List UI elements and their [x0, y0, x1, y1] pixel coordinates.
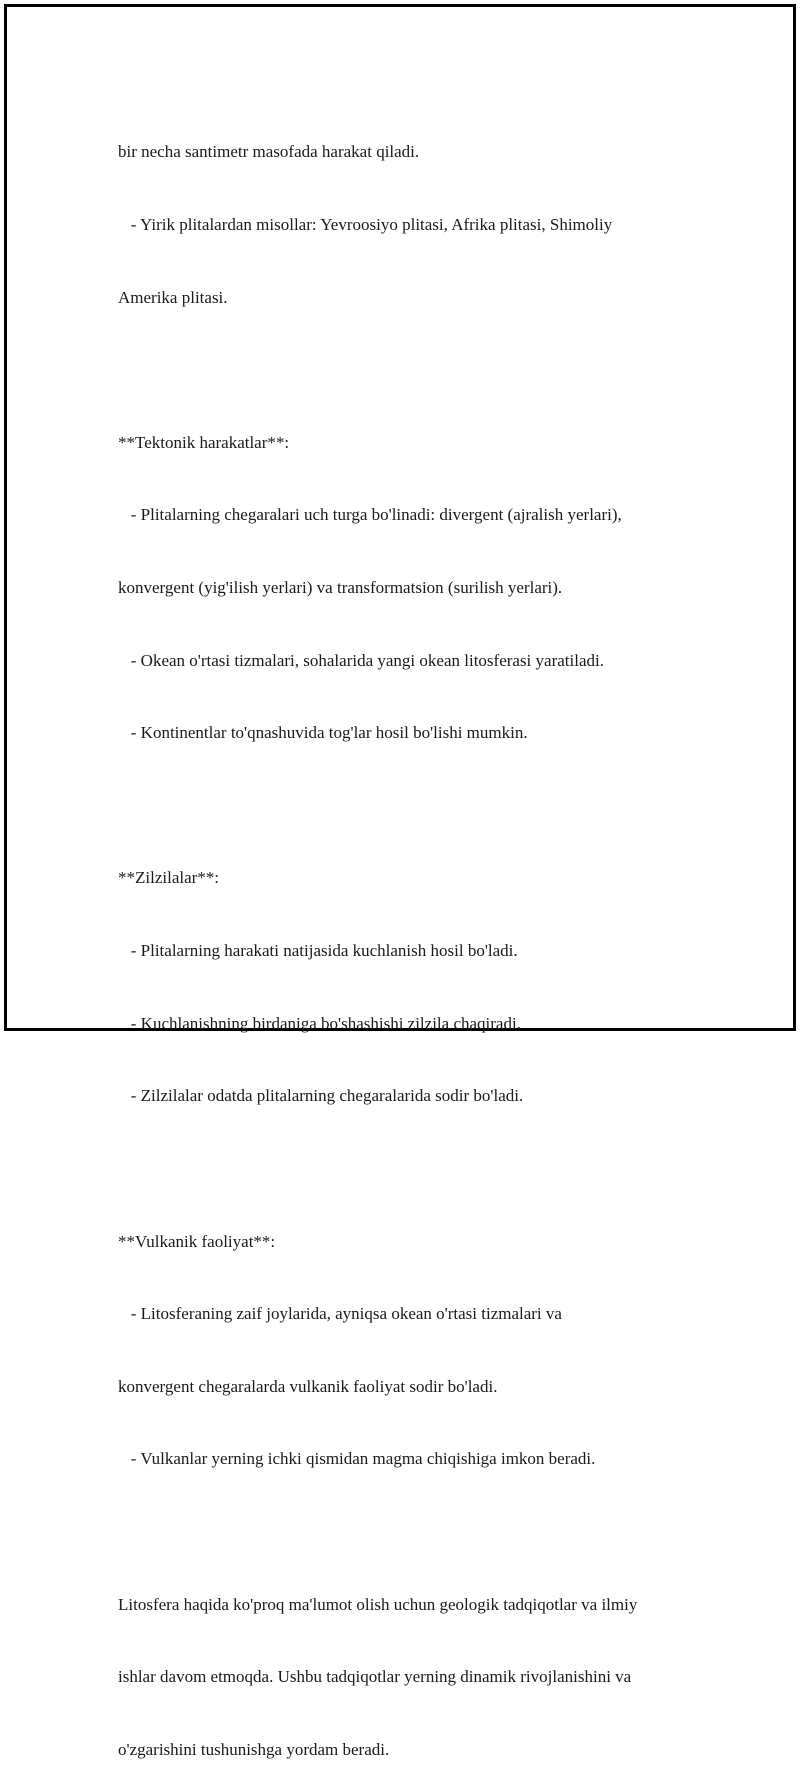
blank-line: [118, 1157, 718, 1181]
text-line: - Plitalarning chegaralari uch turga bo'linadi: divergent (ajralish yerlari),: [118, 505, 622, 525]
text-line: bir necha santimetr masofada harakat qiladi.: [118, 142, 420, 162]
blank-line: [118, 358, 718, 382]
text-line: - Kontinentlar to'qnashuvida tog'lar hosil bo'lishi mumkin.: [118, 723, 528, 743]
blank-line: [118, 794, 718, 818]
section-heading: **Tektonik harakatlar**:: [118, 432, 290, 452]
text-line: - Plitalarning harakati natijasida kuchlanish hosil bo'ladi.: [118, 941, 518, 961]
text-line: ishlar davom etmoqda. Ushbu tadqiqotlar yerning dinamik rivojlanishini va: [118, 1667, 632, 1687]
text-line: Litosfera haqida ko'proq ma'lumot olish uchun geologik tadqiqotlar va ilmiy: [118, 1594, 638, 1614]
text-line: - Okean o'rtasi tizmalari, sohalarida yangi okean litosferasi yaratiladi.: [118, 650, 604, 670]
text-line: o'zgarishini tushunishga yordam beradi.: [118, 1739, 390, 1759]
text-line: - Yirik plitalardan misollar: Yevroosiyo plitasi, Afrika plitasi, Shimoliy: [118, 215, 613, 235]
text-line: - Zilzilalar odatda plitalarning chegaralarida sodir bo'ladi.: [118, 1086, 524, 1106]
section-heading: **Vulkanik faoliyat**:: [118, 1231, 276, 1251]
document-body: [118, 92, 718, 1786]
text-line: - Vulkanlar yerning ichki qismidan magma chiqishiga imkon beradi.: [118, 1449, 596, 1469]
text-line: - Kuchlanishning birdaniga bo'shashishi zilzila chaqiradi.: [118, 1013, 521, 1033]
text-line: - Litosferaning zaif joylarida, ayniqsa okean o'rtasi tizmalari va: [118, 1304, 562, 1324]
text-line: Amerika plitasi.: [118, 287, 228, 307]
text-line: konvergent (yig'ilish yerlari) va transformatsion (surilish yerlari).: [118, 578, 563, 598]
blank-line: [118, 1520, 718, 1544]
text-line: konvergent chegaralarda vulkanik faoliyat sodir bo'ladi.: [118, 1376, 498, 1396]
section-heading: **Zilzilalar**:: [118, 868, 220, 888]
